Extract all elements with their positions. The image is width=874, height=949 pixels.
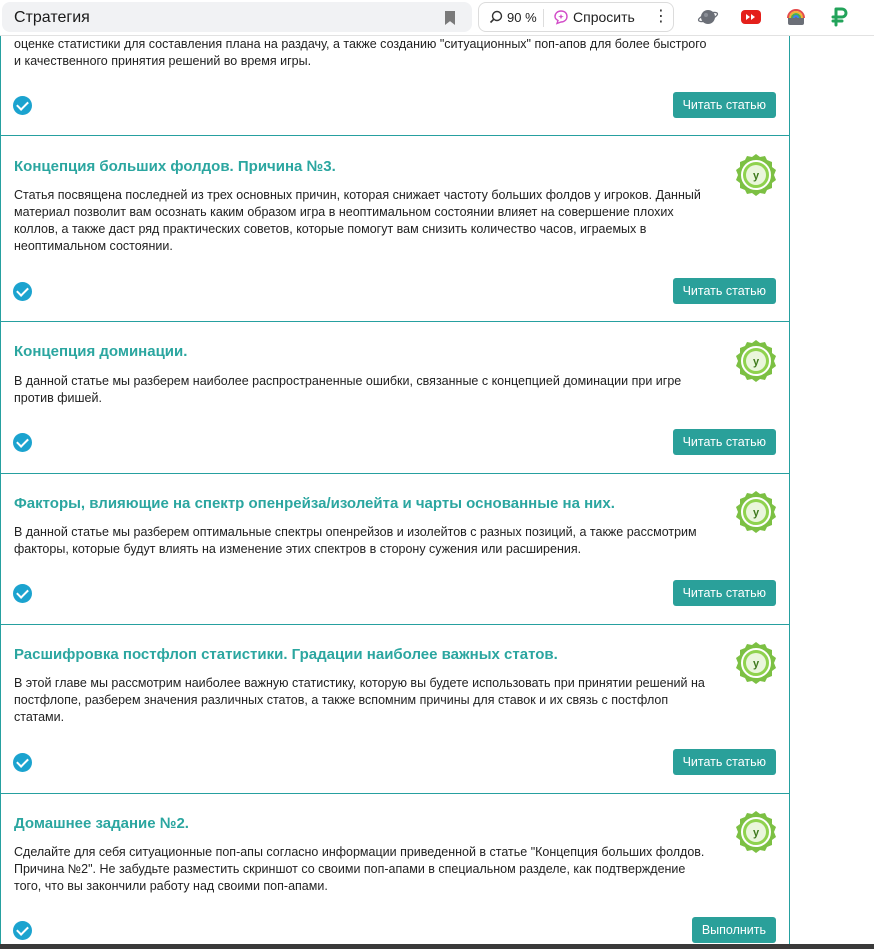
level-badge-icon (734, 810, 778, 854)
svg-text:у: у (752, 507, 760, 519)
completed-check-icon (13, 433, 32, 452)
completed-check-icon (13, 282, 32, 301)
window-bottom-edge (0, 944, 874, 949)
planet-icon[interactable] (697, 6, 719, 28)
zoom-icon[interactable] (489, 10, 503, 24)
svg-text:у: у (752, 827, 760, 839)
tab-title: Стратегия (14, 9, 90, 26)
svg-text:у: у (752, 356, 760, 368)
completed-check-icon (13, 584, 32, 603)
lesson-card (0, 625, 790, 794)
ruble-icon[interactable] (829, 6, 851, 28)
lesson-description: В этой главе мы рассмотрим наиболее важную статистику, которую вы будете использовать при принятии решений на постфлопе, разберем значения различных статов, а также вспомним причины для ставок и их связь с постфлоп статами. (14, 676, 705, 724)
svg-text:у: у (752, 658, 760, 670)
completed-check-icon (13, 753, 32, 772)
youtube-icon[interactable] (740, 6, 762, 28)
assistant-pill (478, 2, 674, 32)
lesson-card (0, 322, 790, 474)
read-article-button[interactable]: Читать статью (673, 278, 776, 304)
read-article-button[interactable]: Читать статью (673, 429, 776, 455)
address-bar[interactable] (2, 2, 472, 32)
lesson-title[interactable]: Расшифровка постфлоп статистики. Градации наиболее важных статов. (14, 646, 558, 663)
more-menu-icon[interactable]: ⋮ (653, 8, 669, 25)
ask-button[interactable]: Спросить (573, 9, 635, 25)
lesson-title[interactable]: Концепция больших фолдов. Причина №3. (14, 158, 336, 175)
lesson-description: оценке статистики для составления плана на раздачу, а также созданию "ситуационных" поп-апов для более быстрого и качественного принятия решений во время игры. (14, 37, 707, 68)
lesson-title[interactable]: Факторы, влияющие на спектр опенрейза/изолейта и чарты основанные на них. (14, 495, 615, 512)
level-badge-icon (734, 153, 778, 197)
level-badge-icon (734, 339, 778, 383)
lesson-description: Сделайте для себя ситуационные поп-апы согласно информации приведенной в статье "Концепция больших фолдов. Причина №2". Не забудьте разместить скриншот со своими поп-апами в специальном разделе, как подтверждение того, что вы закончили работу над своими поп-апами. (14, 845, 705, 893)
bookmark-icon[interactable] (445, 11, 455, 25)
completed-check-icon (13, 921, 32, 940)
lesson-description: Статья посвящена последней из трех основных причин, которая снижает частоту больших фолдов у игроков. Данный материал позволит вам осознать каким образом игра в неоптимальном состоянии влияет на совершение плохих коллов, а также даст ряд практических советов, которые помогут вам снизить количество часов, играемых в неоптимальном состоянии. (14, 188, 701, 253)
divider (543, 9, 544, 27)
read-article-button[interactable]: Читать статью (673, 580, 776, 606)
zoom-level[interactable]: 90 % (507, 10, 537, 25)
read-article-button[interactable]: Читать статью (673, 92, 776, 118)
lesson-title[interactable]: Концепция доминации. (14, 343, 188, 360)
lesson-description: В данной статье мы разберем наиболее распространенные ошибки, связанные с концепцией доминации при игре против фишей. (14, 374, 682, 405)
level-badge-icon (734, 490, 778, 534)
lesson-card (0, 794, 790, 949)
read-article-button[interactable]: Читать статью (673, 749, 776, 775)
rainbow-icon[interactable] (785, 6, 807, 28)
lesson-description: В данной статье мы разберем оптимальные спектры опенрейзов и изолейтов с разных позиций, а также рассмотрим факторы, которые будут влиять на изменение этих спектров в сторону сужения или расширения. (14, 525, 697, 556)
ask-ai-icon[interactable] (553, 9, 569, 25)
svg-text:у: у (752, 170, 760, 182)
lesson-title[interactable]: Домашнее задание №2. (14, 815, 189, 832)
lesson-card (0, 136, 790, 322)
lesson-card (0, 474, 790, 625)
completed-check-icon (13, 96, 32, 115)
complete-task-button[interactable]: Выполнить (692, 917, 776, 943)
level-badge-icon (734, 641, 778, 685)
browser-toolbar (0, 0, 874, 36)
